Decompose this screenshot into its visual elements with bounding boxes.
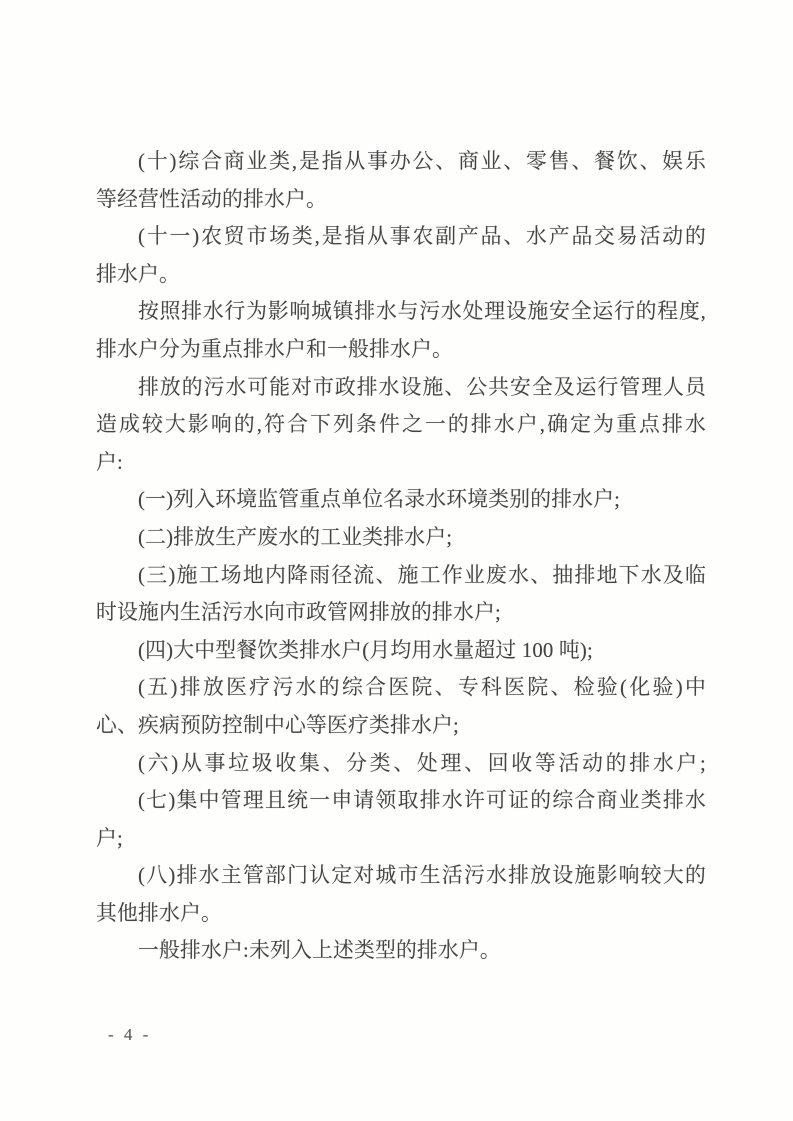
text-line: 按照排水行为影响城镇排水与污水处理设施安全运行的程度, xyxy=(138,300,706,324)
text-line: (十)综合商业类,是指从事办公、商业、零售、餐饮、娱乐 xyxy=(138,150,706,173)
text-line: (七)集中管理且统一申请领取排水许可证的综合商业类排水 xyxy=(138,789,706,813)
text-line: (八)排水主管部门认定对城市生活污水排放设施影响较大的 xyxy=(138,864,706,888)
text-line: (二)排放生产废水的工业类排水户; xyxy=(138,525,453,549)
text-line: (六)从事垃圾收集、分类、处理、回收等活动的排水户; xyxy=(138,751,706,775)
text-line: (五)排放医疗污水的综合医院、专科医院、检验(化验)中 xyxy=(138,676,706,700)
text-line: 时设施内生活污水向市政管网排放的排水户; xyxy=(96,601,501,625)
text-line: 户; xyxy=(96,826,123,850)
text-line: (一)列入环境监管重点单位名录水环境类别的排水户; xyxy=(138,488,621,512)
text-line: 排放的污水可能对市政排水设施、公共安全及运行管理人员 xyxy=(138,375,706,399)
text-line: 其他排水户。 xyxy=(96,901,222,925)
text-line: (四)大中型餐饮类排水户(月均用水量超过 100 吨); xyxy=(138,638,594,662)
text-line: (十一)农贸市场类,是指从事农副产品、水产品交易活动的 xyxy=(138,225,706,249)
text-line: 造成较大影响的,符合下列条件之一的排水户,确定为重点排水 xyxy=(96,413,706,437)
text-line: 户: xyxy=(96,450,123,474)
text-line: 一般排水户:未列入上述类型的排水户。 xyxy=(138,939,501,963)
text-line: 等经营性活动的排水户。 xyxy=(96,187,327,211)
text-line: 排水户。 xyxy=(96,262,180,286)
text-line: 心、疾病预防控制中心等医疗类排水户; xyxy=(96,713,459,737)
document-body xyxy=(96,143,706,970)
text-line: (三)施工场地内降雨径流、施工作业废水、抽排地下水及临 xyxy=(138,563,706,587)
page-number: - 4 - xyxy=(108,1025,152,1044)
text-line: 排水户分为重点排水户和一般排水户。 xyxy=(96,337,453,361)
